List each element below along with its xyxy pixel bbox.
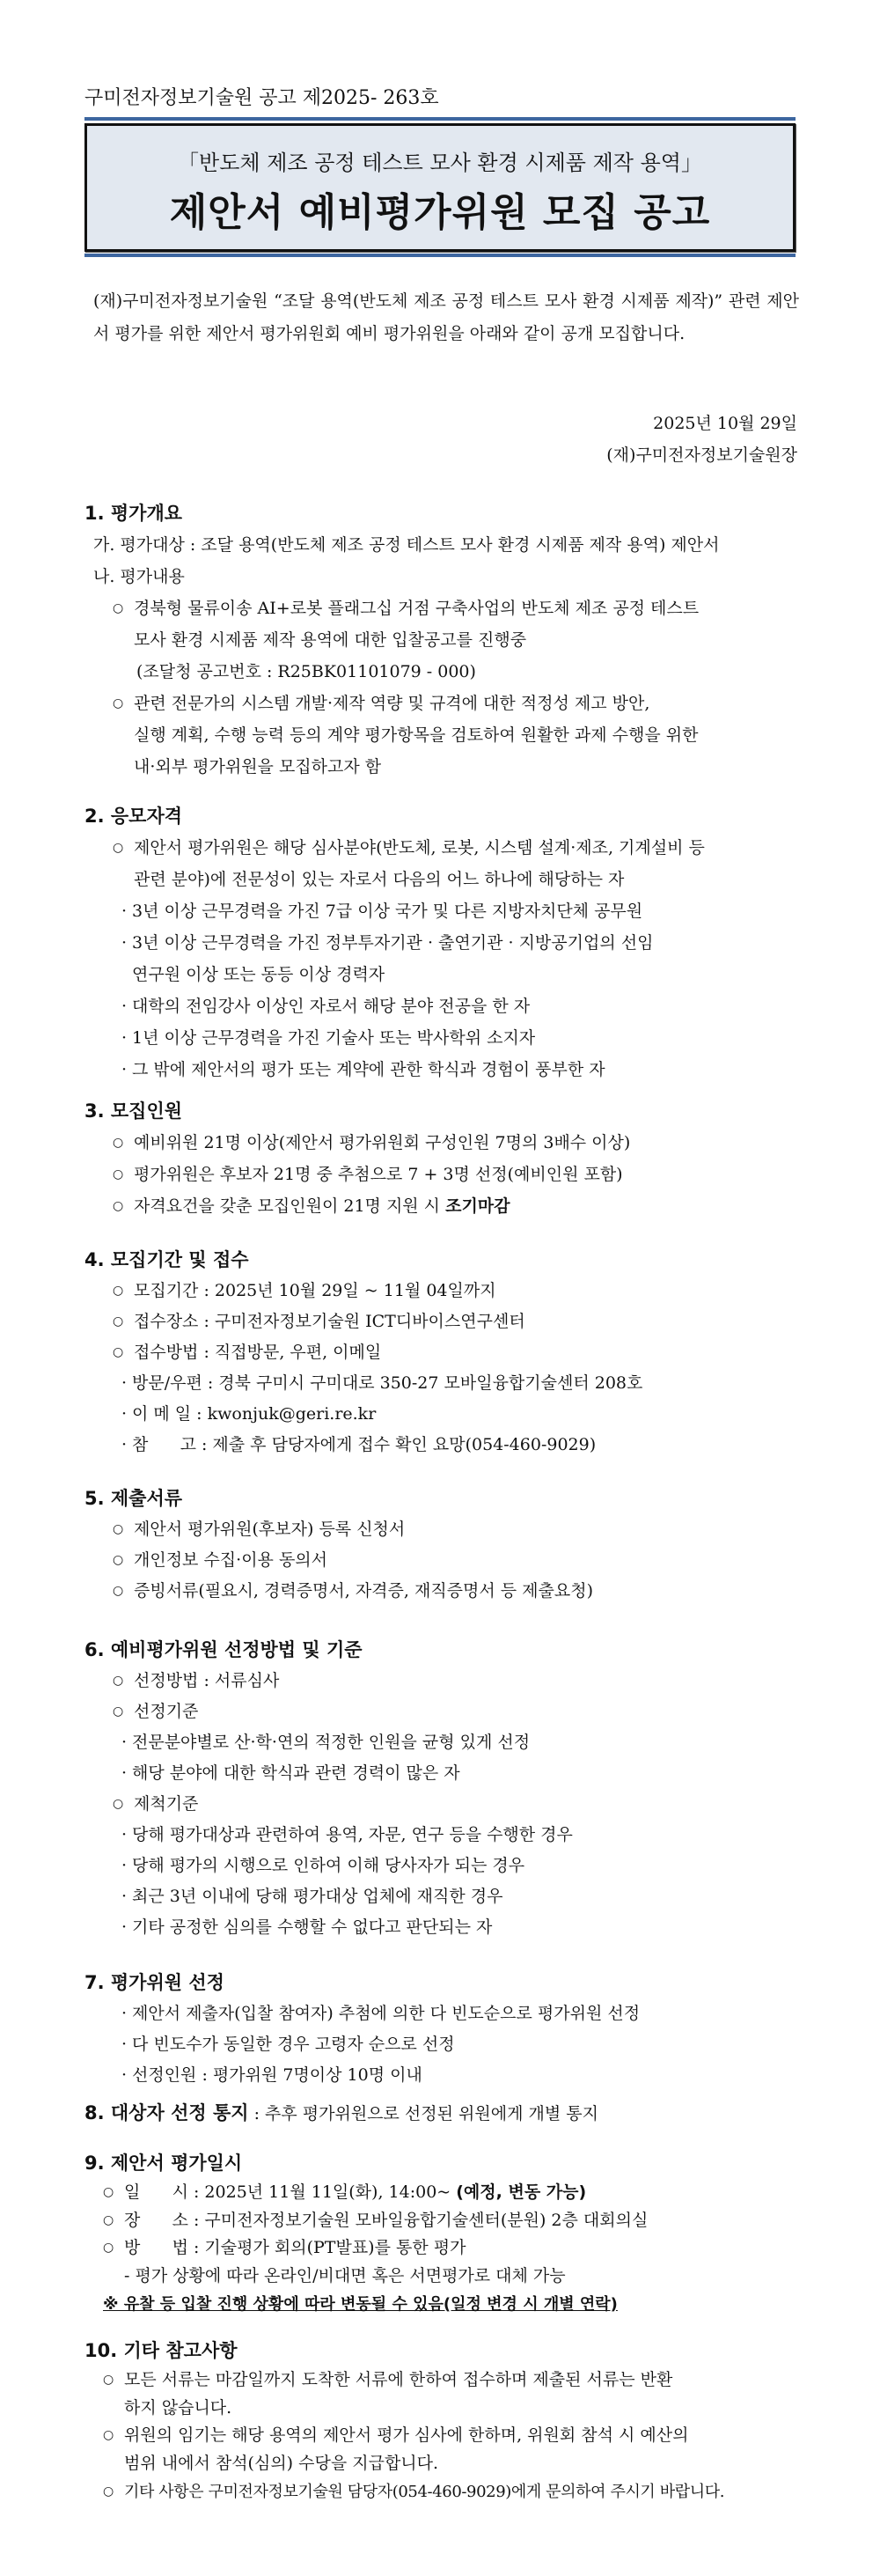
section-heading: 9. 제안서 평가일시: [84, 2153, 243, 2174]
circle-bullet-icon: ○: [113, 1584, 124, 1598]
circle-bullet-icon: ○: [113, 601, 124, 615]
dot-bullet-icon: ·: [121, 902, 128, 921]
circle-bullet-icon: ○: [113, 1284, 124, 1298]
list-item: 제안서 제출자(입찰 참여자) 추첨에 의한 다 빈도순으로 평가위원 선정: [132, 2004, 641, 2023]
list-item: 관련 전문가의 시스템 개발·제작 역량 및 규격에 대한 적정성 제고 방안,: [134, 694, 650, 713]
list-item: 그 밖에 제안서의 평가 또는 계약에 관한 학식과 경험이 풍부한 자: [132, 1060, 605, 1079]
list-item: 선정인원 : 평가위원 7명이상 10명 이내: [132, 2065, 422, 2085]
title-box: [84, 123, 796, 252]
section-selection-criteria: [84, 1635, 802, 1943]
circle-bullet-icon: ○: [113, 1314, 124, 1328]
section-period: [84, 1245, 802, 1461]
list-item: 위원의 임기는 해당 용역의 제안서 평가 심사에 한하며, 위원회 참석 시 예산의: [124, 2425, 689, 2446]
list-item-cont: 범위 내에서 참석(심의) 수당을 지급합니다.: [124, 2454, 439, 2474]
dot-bullet-icon: ·: [121, 1435, 128, 1454]
circle-bullet-icon: ○: [113, 696, 124, 710]
list-item: 모든 서류는 마감일까지 도착한 서류에 한하여 접수하며 제출된 서류는 반환: [124, 2370, 673, 2389]
list-item: 3년 이상 근무경력을 가진 정부투자기관 · 출연기관 · 지방공기업의 선임: [132, 933, 654, 953]
section-heading: 5. 제출서류: [84, 1488, 183, 1509]
circle-bullet-icon: ○: [113, 1553, 124, 1567]
list-item: [134, 1190, 510, 1222]
notification-text: : 추후 평가위원으로 선정된 위원에게 개별 통지: [248, 2104, 598, 2123]
top-divider: [84, 117, 796, 121]
section-eligibility: [84, 800, 802, 1086]
dot-bullet-icon: ·: [121, 2004, 128, 2023]
circle-bullet-icon: ○: [113, 1797, 124, 1811]
section-heading: 3. 모집인원: [84, 1100, 183, 1122]
section-heading: 6. 예비평가위원 선정방법 및 기준: [84, 1639, 363, 1660]
list-item: 1년 이상 근무경력을 가진 기술사 또는 박사학위 소지자: [132, 1028, 536, 1048]
section-evaluator-selection: [84, 1968, 802, 2091]
section-heading: 8. 대상자 선정 통지: [84, 2102, 249, 2123]
circle-bullet-icon: ○: [103, 2185, 114, 2199]
receipt-place: 접수장소 : 구미전자정보기술원 ICT디바이스연구센터: [134, 1312, 525, 1331]
dot-bullet-icon: ·: [121, 1917, 128, 1937]
list-item: 제안서 평가위원(후보자) 등록 신청서: [134, 1520, 406, 1539]
section-heading: 2. 응모자격: [84, 806, 183, 827]
list-item: 3년 이상 근무경력을 가진 7급 이상 국가 및 다른 지방자치단체 공무원: [132, 902, 643, 921]
dot-bullet-icon: ·: [121, 933, 128, 953]
circle-bullet-icon: ○: [113, 1522, 124, 1536]
circle-bullet-icon: ○: [113, 1345, 124, 1359]
list-item: 최근 3년 이내에 당해 평가대상 업체에 재직한 경우: [132, 1887, 503, 1906]
dot-bullet-icon: ·: [121, 1856, 128, 1875]
list-item-cont: 모사 환경 시제품 제작 용역에 대한 입찰공고를 진행중: [134, 630, 527, 650]
dot-bullet-icon: ·: [121, 1373, 128, 1393]
section-documents: [84, 1483, 802, 1607]
list-item: 해당 분야에 대한 학식과 관련 경력이 많은 자: [132, 1763, 460, 1783]
section-heading: 1. 평가개요: [84, 503, 183, 524]
list-item: 경북형 물류이송 AI+로봇 플래그십 거점 구축사업의 반도체 제조 공정 테스트: [134, 599, 700, 618]
project-subtitle: 「반도체 제조 공정 테스트 모사 환경 시제품 제작 용역」: [178, 151, 702, 175]
section-evaluation-schedule: [84, 2147, 802, 2318]
list-item: 제안서 평가위원은 해당 심사분야(반도체, 로봇, 시스템 설계·제조, 기계설비 등: [134, 838, 705, 857]
announcement-date: 2025년 10월 29일: [653, 414, 797, 433]
list-item: 예비위원 21명 이상(제안서 평가위원회 구성인원 7명의 3배수 이상): [134, 1133, 631, 1152]
list-item: 기타 공정한 심의를 수행할 수 없다고 판단되는 자: [132, 1917, 493, 1937]
schedule-change-notice: ※ 유찰 등 입찰 진행 상황에 따라 변동될 수 있음(일정 변경 시 개별 연락): [103, 2294, 618, 2314]
list-item: 당해 평가대상과 관련하여 용역, 자문, 연구 등을 수행한 경우: [132, 1825, 573, 1844]
list-item: 기타 사항은 구미전자정보기술원 담당자(054-460-9029)에게 문의하여 주시기 바랍니다.: [124, 2482, 725, 2501]
eval-target: 가. 평가대상 : 조달 용역(반도체 제조 공정 테스트 모사 환경 시제품 제작 용역) 제안서: [93, 535, 720, 555]
section-overview: [84, 497, 802, 783]
eval-datetime: 일 시 : 2025년 11월 11일(화), 14:00~: [124, 2182, 457, 2202]
circle-bullet-icon: ○: [113, 1199, 124, 1213]
list-item: 대학의 전임강사 이상인 자로서 해당 분야 전공을 한 자: [132, 997, 531, 1016]
dot-bullet-icon: ·: [121, 997, 128, 1016]
email-address[interactable]: 이 메 일 : kwonjuk@geri.re.kr: [132, 1404, 377, 1424]
eval-place: 장 소 : 구미전자정보기술원 모바일융합기술센터(분원) 2층 대회의실: [124, 2210, 649, 2230]
list-item: 선정방법 : 서류심사: [134, 1671, 280, 1690]
list-item: 증빙서류(필요시, 경력증명서, 자격증, 재직증명서 등 제출요청): [134, 1581, 593, 1601]
list-item-cont: 하지 않습니다.: [124, 2397, 232, 2418]
list-item-cont: 관련 분야)에 전문성이 있는 자로서 다음의 어느 하나에 해당하는 자: [134, 870, 625, 889]
receipt-method: 접수방법 : 직접방문, 우편, 이메일: [134, 1343, 382, 1362]
circle-bullet-icon: ○: [113, 841, 124, 855]
reference-note: 참 고 : 제출 후 담당자에게 접수 확인 요망(054-460-9029): [132, 1435, 597, 1454]
recruit-period: 모집기간 : 2025년 10월 29일 ~ 11월 04일까지: [134, 1281, 496, 1300]
alternative-note: - 평가 상황에 따라 온라인/비대면 혹은 서면평가로 대체 가능: [124, 2266, 566, 2286]
section-recruit-count: [84, 1095, 802, 1222]
dot-bullet-icon: ·: [121, 1763, 128, 1783]
intro-paragraph: (재)구미전자정보기술원 “조달 용역(반도체 제조 공정 테스트 모사 환경 시제품 제작)” 관련 제안서 평가를 위한 제안서 평가위원회 예비 평가위원을 아래와 같이 공개 모집합니다.: [93, 291, 799, 343]
list-item-cont: 연구원 이상 또는 동등 이상 경력자: [132, 965, 385, 984]
list-item: 당해 평가의 시행으로 인하여 이해 당사자가 되는 경우: [132, 1856, 525, 1875]
eval-method: 방 법 : 기술평가 회의(PT발표)를 통한 평가: [124, 2238, 466, 2258]
bottom-divider: [84, 254, 796, 257]
page-title: 제안서 예비평가위원 모집 공고: [169, 190, 711, 235]
section-heading: 7. 평가위원 선정: [84, 1972, 224, 1993]
list-item: 선정기준: [134, 1702, 199, 1721]
dot-bullet-icon: ·: [121, 2035, 128, 2054]
list-item: 개인정보 수집·이용 동의서: [134, 1550, 328, 1570]
dot-bullet-icon: ·: [121, 1028, 128, 1048]
list-item: 전문분야별로 산·학·연의 적정한 인원을 균형 있게 선정: [132, 1733, 531, 1752]
dot-bullet-icon: ·: [121, 2065, 128, 2085]
list-item-cont: 실행 계획, 수행 능력 등의 계약 평가항목을 검토하여 원활한 과제 수행을 위한: [134, 725, 699, 745]
list-item: 평가위원은 후보자 21명 중 추첨으로 7 + 3명 선정(예비인원 포함): [134, 1165, 623, 1184]
section-heading: 4. 모집기간 및 접수: [84, 1249, 249, 1270]
circle-bullet-icon: ○: [103, 2484, 114, 2499]
list-item: 다 빈도수가 동일한 경우 고령자 순으로 선정: [132, 2035, 455, 2054]
tentative-label: (예정, 변동 가능): [456, 2182, 587, 2202]
circle-bullet-icon: ○: [113, 1704, 124, 1719]
dot-bullet-icon: ·: [121, 1887, 128, 1906]
circle-bullet-icon: ○: [103, 2373, 114, 2387]
dot-bullet-icon: ·: [121, 1825, 128, 1844]
dot-bullet-icon: ·: [121, 1733, 128, 1752]
postal-address: 방문/우편 : 경북 구미시 구미대로 350-27 모바일융합기술센터 208호: [132, 1373, 643, 1393]
eval-content-label: 나. 평가내용: [93, 567, 185, 586]
circle-bullet-icon: ○: [103, 2428, 114, 2443]
list-item-text: 자격요건을 갖춘 모집인원이 21명 지원 시: [134, 1196, 446, 1216]
dot-bullet-icon: ·: [121, 1060, 128, 1079]
dot-bullet-icon: ·: [121, 1404, 128, 1424]
circle-bullet-icon: ○: [113, 1674, 124, 1688]
issuer: (재)구미전자정보기술원장: [606, 445, 797, 465]
early-close-label: 조기마감: [445, 1196, 510, 1216]
list-item: 제척기준: [134, 1794, 199, 1814]
circle-bullet-icon: ○: [113, 1167, 124, 1181]
section-heading: 10. 기타 참고사항: [84, 2340, 238, 2361]
circle-bullet-icon: ○: [103, 2241, 114, 2256]
list-item-cont: 내·외부 평가위원을 모집하고자 함: [134, 757, 382, 776]
circle-bullet-icon: ○: [113, 1136, 124, 1150]
bid-number: (조달청 공고번호 : R25BK01101079 - 000): [136, 662, 476, 681]
section-notification: [84, 2097, 802, 2129]
circle-bullet-icon: ○: [103, 2212, 114, 2227]
section-other-notes: [84, 2335, 802, 2506]
announcement-number: 구미전자정보기술원 공고 제2025- 263호: [84, 87, 439, 109]
